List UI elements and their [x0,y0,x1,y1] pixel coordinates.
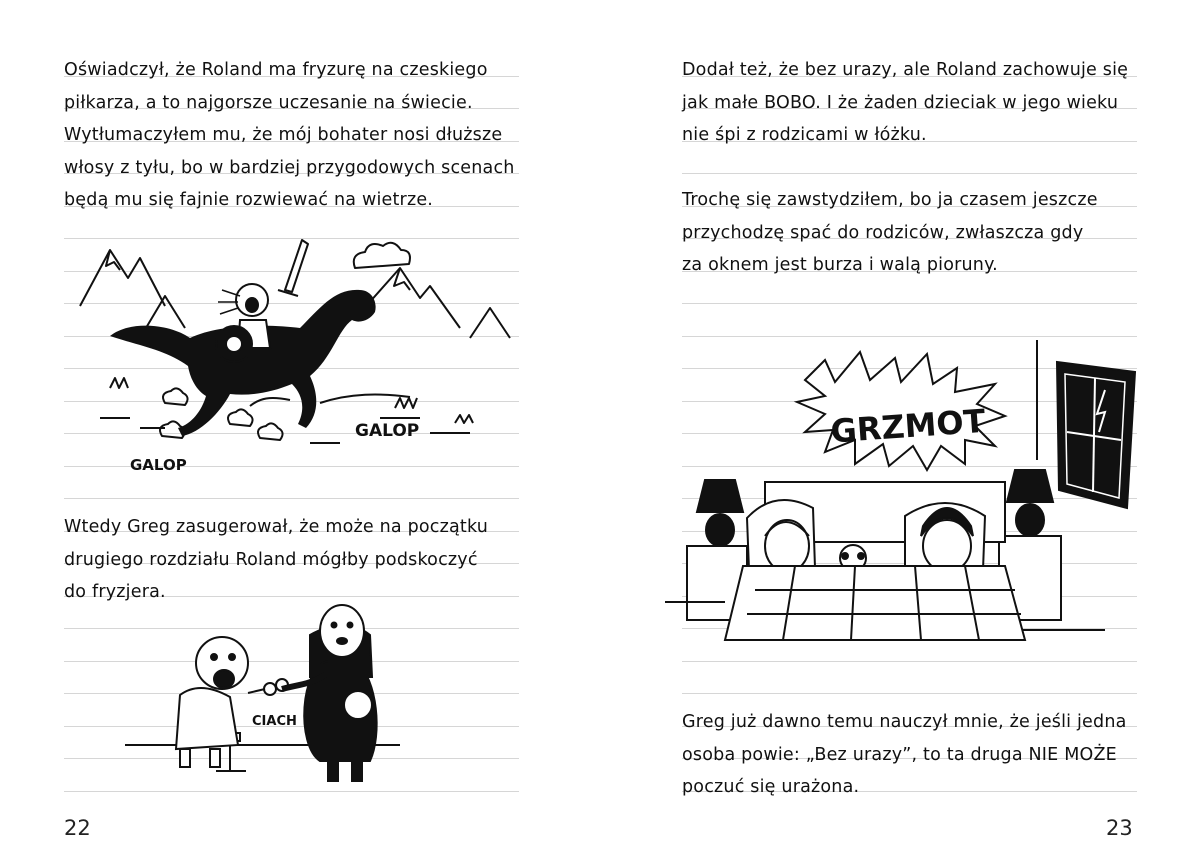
sfx-galop-2: GALOP [130,456,187,474]
text-line: Dodał też, że bez urazy, ale Roland zachowuje się [682,60,1129,80]
text-line: osoba powie: „Bez urazy”, to ta druga NIE MOŻE [682,744,1117,765]
text-line: Greg już dawno temu nauczył mnie, że jeśli jedna [682,712,1127,732]
right-page [600,0,1200,866]
paragraph-no-offense [682,706,1127,804]
text-line: poczuć się urażona. [682,777,860,797]
haircut-illustration [120,585,420,785]
text-line: Trochę się zawstydziłem, bo ja czasem jeszcze [682,190,1098,210]
page-number-right: 23 [1106,816,1133,840]
text-line: Oświadczył, że Roland ma fryzurę na czeskiego [64,60,488,80]
text-line: drugiego rozdziału Roland mógłby podskoczyć [64,549,478,570]
bed-storm-illustration [665,340,1135,660]
sfx-galop-1: GALOP [355,421,420,441]
text-line: Wtedy Greg zasugerował, że może na początku [64,517,489,537]
text-line: piłkarza, a to najgorsze uczesanie na świecie. [64,92,473,113]
text-line: do fryzjera. [64,582,166,602]
text-line: Wytłumaczyłem mu, że mój bohater nosi dłuższe [64,125,503,145]
paragraph-embarrassed [682,184,1098,282]
text-line: jak małe BOBO. I że żaden dzieciak w jego wieku [682,92,1119,113]
horse-rider-illustration [70,228,510,478]
text-line: włosy z tyłu, bo w bardziej przygodowych scenach [64,157,515,178]
paragraph-baby-comment [682,54,1128,152]
text-line: przychodzę spać do rodziców, zwłaszcza gdy [682,222,1084,243]
text-line: będą mu się fajnie rozwiewać na wietrze. [64,190,434,210]
sfx-grzmot: GRZMOT [829,401,987,451]
sfx-ciach: CIACH [252,714,297,729]
text-line: nie śpi z rodzicami w łóżku. [682,125,927,145]
paragraph-roland-hair [64,54,515,217]
page-number-left: 22 [64,816,91,840]
text-line: za oknem jest burza i walą pioruny. [682,255,998,275]
